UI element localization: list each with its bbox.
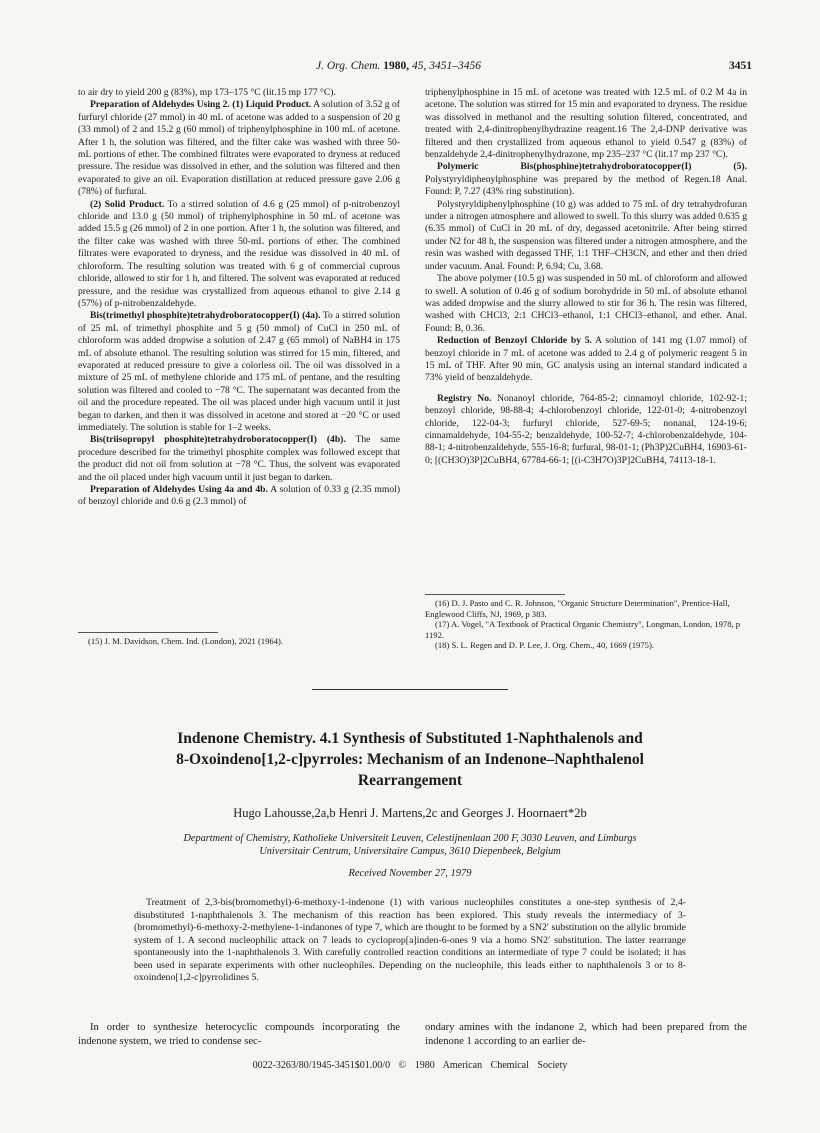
footnote: (15) J. M. Davidson, Chem. Ind. (London), 2021 (1964). (88, 636, 284, 646)
paragraph-text: To a stirred solution of 25 mL of trimethyl phosphite and 5 g (50 mmol) of CuCl in 250 mL of chloroform was added dropwise a solution of 2.47 g (65 mmol) of NaBH4 in 175 mL of absolute ethanol. The resulting solution was stirred for 15 min, filtered, and evaporated at reduced pressure to give a colorless oil. The oil was dissolved in a mixture of 25 mL of methylene chloride and 175 mL of pentane, and the resulting solution was filtered and cooled to −78 °C. The supernatant was decanted from the oil and the procedure repeated. The oil was placed under high vacuum until it just began to darken, and then it was dissolved in acetone and stored at −20 °C or used immediately. The solution is stable for 1–2 weeks. (78, 310, 400, 433)
paragraph-text: A solution of 3.52 g of furfuryl chloride (27 mmol) in 40 mL of acetone was added to a suspension of 20 g (33 mmol) of 2 and 15.2 g (60 mmol) of triphenylphosphine in 100 mL of acetone. After 1 h, the solution was filtered, and the filter cake was washed with three 50-mL portions of ether. The combined filtrates were evaporated to dryness at reduced pressure. The residue was dissolved in ether, and the solution was filtered and then evaporated to give an oil. Evaporation distillation at reduced pressure gave 2.06 g (78%) of furfural. (78, 99, 401, 198)
paragraph-text: A solution of 141 mg (1.07 mmol) of benzoyl chloride in 7 mL of acetone was added to 2.4 g of polymeric reagent 5 in 15 mL of THF. After 90 min, GC analysis using an internal standard indicated a 73% yield of benzaldehyde. (425, 335, 747, 384)
paragraph-text: Polystyryldiphenylphosphine was prepared by the method of Regen.18 Anal. Found: P, 7.27 (43% ring substitution). (425, 173, 747, 198)
copyright: © 1980 American Chemical Society (398, 1060, 568, 1071)
paragraph (425, 393, 747, 467)
paragraph (78, 310, 400, 434)
title-line: Rearrangement (357, 772, 463, 789)
journal-pages: 3451–3456 (429, 60, 482, 72)
paragraph-heading: Bis(triisopropyl phosphite)tetrahydroboratocopper(I) (4b). (90, 434, 346, 446)
authors: Hugo Lahousse,2a,b Henri J. Martens,2c and Georges J. Hoornaert*2b (233, 806, 587, 820)
right-column (425, 87, 747, 467)
article-divider (312, 689, 508, 690)
affiliation-line: Department of Chemistry, Katholieke Universiteit Leuven, Celestijnenlaan 200 F, 3030 Leuven, and Limburgs (183, 833, 637, 844)
intro-left: In order to synthesize heterocyclic compounds incorporating the indenone system, we tried to condense sec- (78, 1022, 400, 1047)
right-footnotes (425, 594, 747, 651)
paragraph (78, 87, 400, 99)
paragraph (425, 161, 747, 198)
paragraph (78, 99, 400, 198)
paragraph (78, 484, 400, 509)
journal-year: 1980, (383, 60, 410, 72)
paragraph-text: The above polymer (10.5 g) was suspended in 50 mL of chloroform and allowed to swell. A solution of 0.46 g of sodium borohydride in 50 mL of absolute ethanol was added dropwise and the slurry allowed to stir for 36 h. The resin was filtered, washed with CHCl3, 2:1 CHCl3–ethanol, 1:1 CHCl3–ethanol, and ether. Anal. Found: B, 0.36. (425, 273, 747, 334)
paragraph-text: A solution of 0.33 g (2.35 mmol) of benzoyl chloride and 0.6 g (2.3 mmol) of (78, 484, 401, 508)
title-line: 8-Oxoindeno[1,2-c]pyrroles: Mechanism of an Indenone–Naphthalenol (176, 751, 644, 768)
paragraph (425, 199, 747, 273)
paragraph-heading: Preparation of Aldehydes Using 2. (1) Liquid Product. (90, 99, 312, 111)
left-footnotes (78, 632, 400, 647)
footnote-rule (78, 632, 218, 633)
title-line: Indenone Chemistry. 4.1 Synthesis of Substituted 1-Naphthalenols and (177, 730, 643, 747)
received-date: Received November 27, 1979 (348, 868, 472, 879)
paragraph (425, 87, 747, 161)
paragraph-heading: Bis(trimethyl phosphite)tetrahydroboratocopper(I) (4a). (90, 310, 321, 322)
paragraph-heading: Preparation of Aldehydes Using 4a and 4b. (90, 484, 268, 495)
paragraph (78, 434, 400, 484)
affiliation (150, 832, 670, 858)
paragraph-heading: Reduction of Benzoyl Chloride by 5. (437, 335, 592, 347)
paragraph (425, 335, 747, 385)
footnote: (18) S. L. Regen and D. P. Lee, J. Org. Chem., 40, 1669 (1975). (435, 640, 654, 651)
paragraph-text: To a stirred solution of 4.6 g (25 mmol) of p-nitrobenzoyl chloride and 13.0 g (50 mmol) of triphenylphosphine in 50 mL of acetone was added 15.5 g (26 mmol) of 2 in one portion. After 1 h, the solution was filtered, and the filter cake was washed with three 50-mL portions of ether. The combined filtrates were evaporated to dryness, and the residue was dissolved in 40 mL of chloroform. The resulting solution was treated with 6 g of commercial cuprous chloride, allowed to stir for 1 h, and filtered. The solvent was evaporated at reduced pressure, and the residue was crystallized from aqueous ethanol to give 2.14 g (57%) of p-nitrobenzaldehyde. (78, 198, 401, 309)
intro-right: ondary amines with the indanone 2, which had been prepared from the indenone 1 according to an earlier de- (425, 1022, 747, 1047)
journal-name: J. Org. Chem. (316, 60, 381, 72)
paragraph-heading: (2) Solid Product. (90, 198, 165, 210)
paragraph-text: The same procedure described for the trimethyl phosphite complex was followed except that the product did not oil from solution at −78 °C. Thus, the solvent was evaporated and the oil placed under high vacuum until it just began to darken. (78, 434, 400, 483)
footnote: (16) D. J. Pasto and C. R. Johnson, "Organic Structure Determination", Prentice-Hall, Englewood Cliffs, NJ, 1969, p 383. (425, 598, 730, 619)
paragraph-text: triphenylphosphine in 15 mL of acetone was treated with 12.5 mL of 0.2 M 4a in acetone. The solution was stirred for 15 min and evaporated to dryness. The residue was dissolved in methanol and the resulting solution filtered, concentrated, and treated with 2,4-dinitrophenylhydrazine reagent.16 The 2,4-DNP derivative was filtered and then crystallized from aqueous ethanol to yield 0.547 g (83%) of benzaldehyde 2,4-dinitrophenylhydrazone, mp 235–237 °C (lit.17 mp 237 °C). (425, 87, 747, 161)
paragraph-text: Polystyryldiphenylphosphine (10 g) was added to 75 mL of dry tetrahydrofuran under a nitrogen atmosphere and allowed to swell. To this slurry was added 0.635 g (6.35 mmol) of CuCl in 20 mL of dry, degassed acetonitrile. After being stirred under N2 for 48 h, the suspension was filtered under a nitrogen atmosphere, and the resin was washed with degassed THF, 1:1 THF–CH3CN, and ether and then dried under vacuum. Anal. Found: P, 6.94; Cu, 3.68. (425, 198, 747, 272)
journal-volume: 45, (412, 60, 427, 72)
left-column (78, 87, 400, 509)
article-code: 0022-3263/80/1945-3451$01.00/0 (252, 1060, 391, 1071)
paragraph-text: Nonanoyl chloride, 764-85-2; cinnamoyl chloride, 102-92-1; benzoyl chloride, 98-88-4; 4-chlorobenzoyl chloride, 122-01-0; 4-nitrobenzoyl chloride, 122-04-3; furfuryl chloride, 527-69-5; nonanal, 124-19-6; cinnamaldehyde, 104-55-2; benzaldehyde, 100-52-7; 4-chlorobenzaldehyde, 104-88-1; 4-nitrobenzaldehyde, 555-16-8; furfural, 98-01-1; (Ph3P)2CuBH4, 16903-61-0; [(CH3O)3P]2CuBH4, 67784-66-1; [(i-C3H7O)3P]2CuBH4, 74113-18-1. (425, 392, 748, 466)
paragraph-heading: Registry No. (437, 392, 492, 404)
running-header (0, 60, 820, 78)
affiliation-line: Universitair Centrum, Universitaire Campus, 3610 Diepenbeek, Belgium (259, 846, 561, 857)
paragraph-text: to air dry to yield 200 g (83%), mp 173–175 °C (lit.15 mp 177 °C). (78, 87, 336, 98)
page-footer (100, 1060, 720, 1071)
paragraph (425, 273, 747, 335)
article-title (100, 728, 720, 791)
page-number: 3451 (729, 60, 752, 72)
footnote: (17) A. Vogel, "A Textbook of Practical Organic Chemistry", Longman, London, 1978, p 1192. (425, 619, 741, 640)
journal-citation (316, 60, 481, 72)
abstract: Treatment of 2,3-bis(bromomethyl)-6-methoxy-1-indenone (1) with various nucleophiles constitutes a one-step synthesis of 2,4-disubstituted 1-naphthalenols 3. The mechanism of this reaction has been explored. This study reveals the intermediacy of 3-(bromomethyl)-6-methoxy-2-methylene-1-indanones of type 7, which are thought to be formed by a SN2′ substitution on the allylic bromide system of 1. A second nucleophilic attack on 7 leads to cycloprop[a]inden-6-ones 9 via a homo SN2′ substitution. The latter rearrange spontaneously into the 1-naphthalenols 3. With carefully controlled reaction conditions an intermediate of type 7 could be isolated; it has been used in separate experiments with other nucleophiles. Depending on the nucleophile, this leads either to naphthalenols 3 or to 8-oxoindeno[1,2-c]pyrrolidines 5. (134, 897, 686, 983)
footnote-rule (425, 594, 565, 595)
paragraph (78, 199, 400, 311)
paragraph-heading: Polymeric Bis(phosphine)tetrahydroboratocopper(I) (5). (437, 161, 747, 173)
